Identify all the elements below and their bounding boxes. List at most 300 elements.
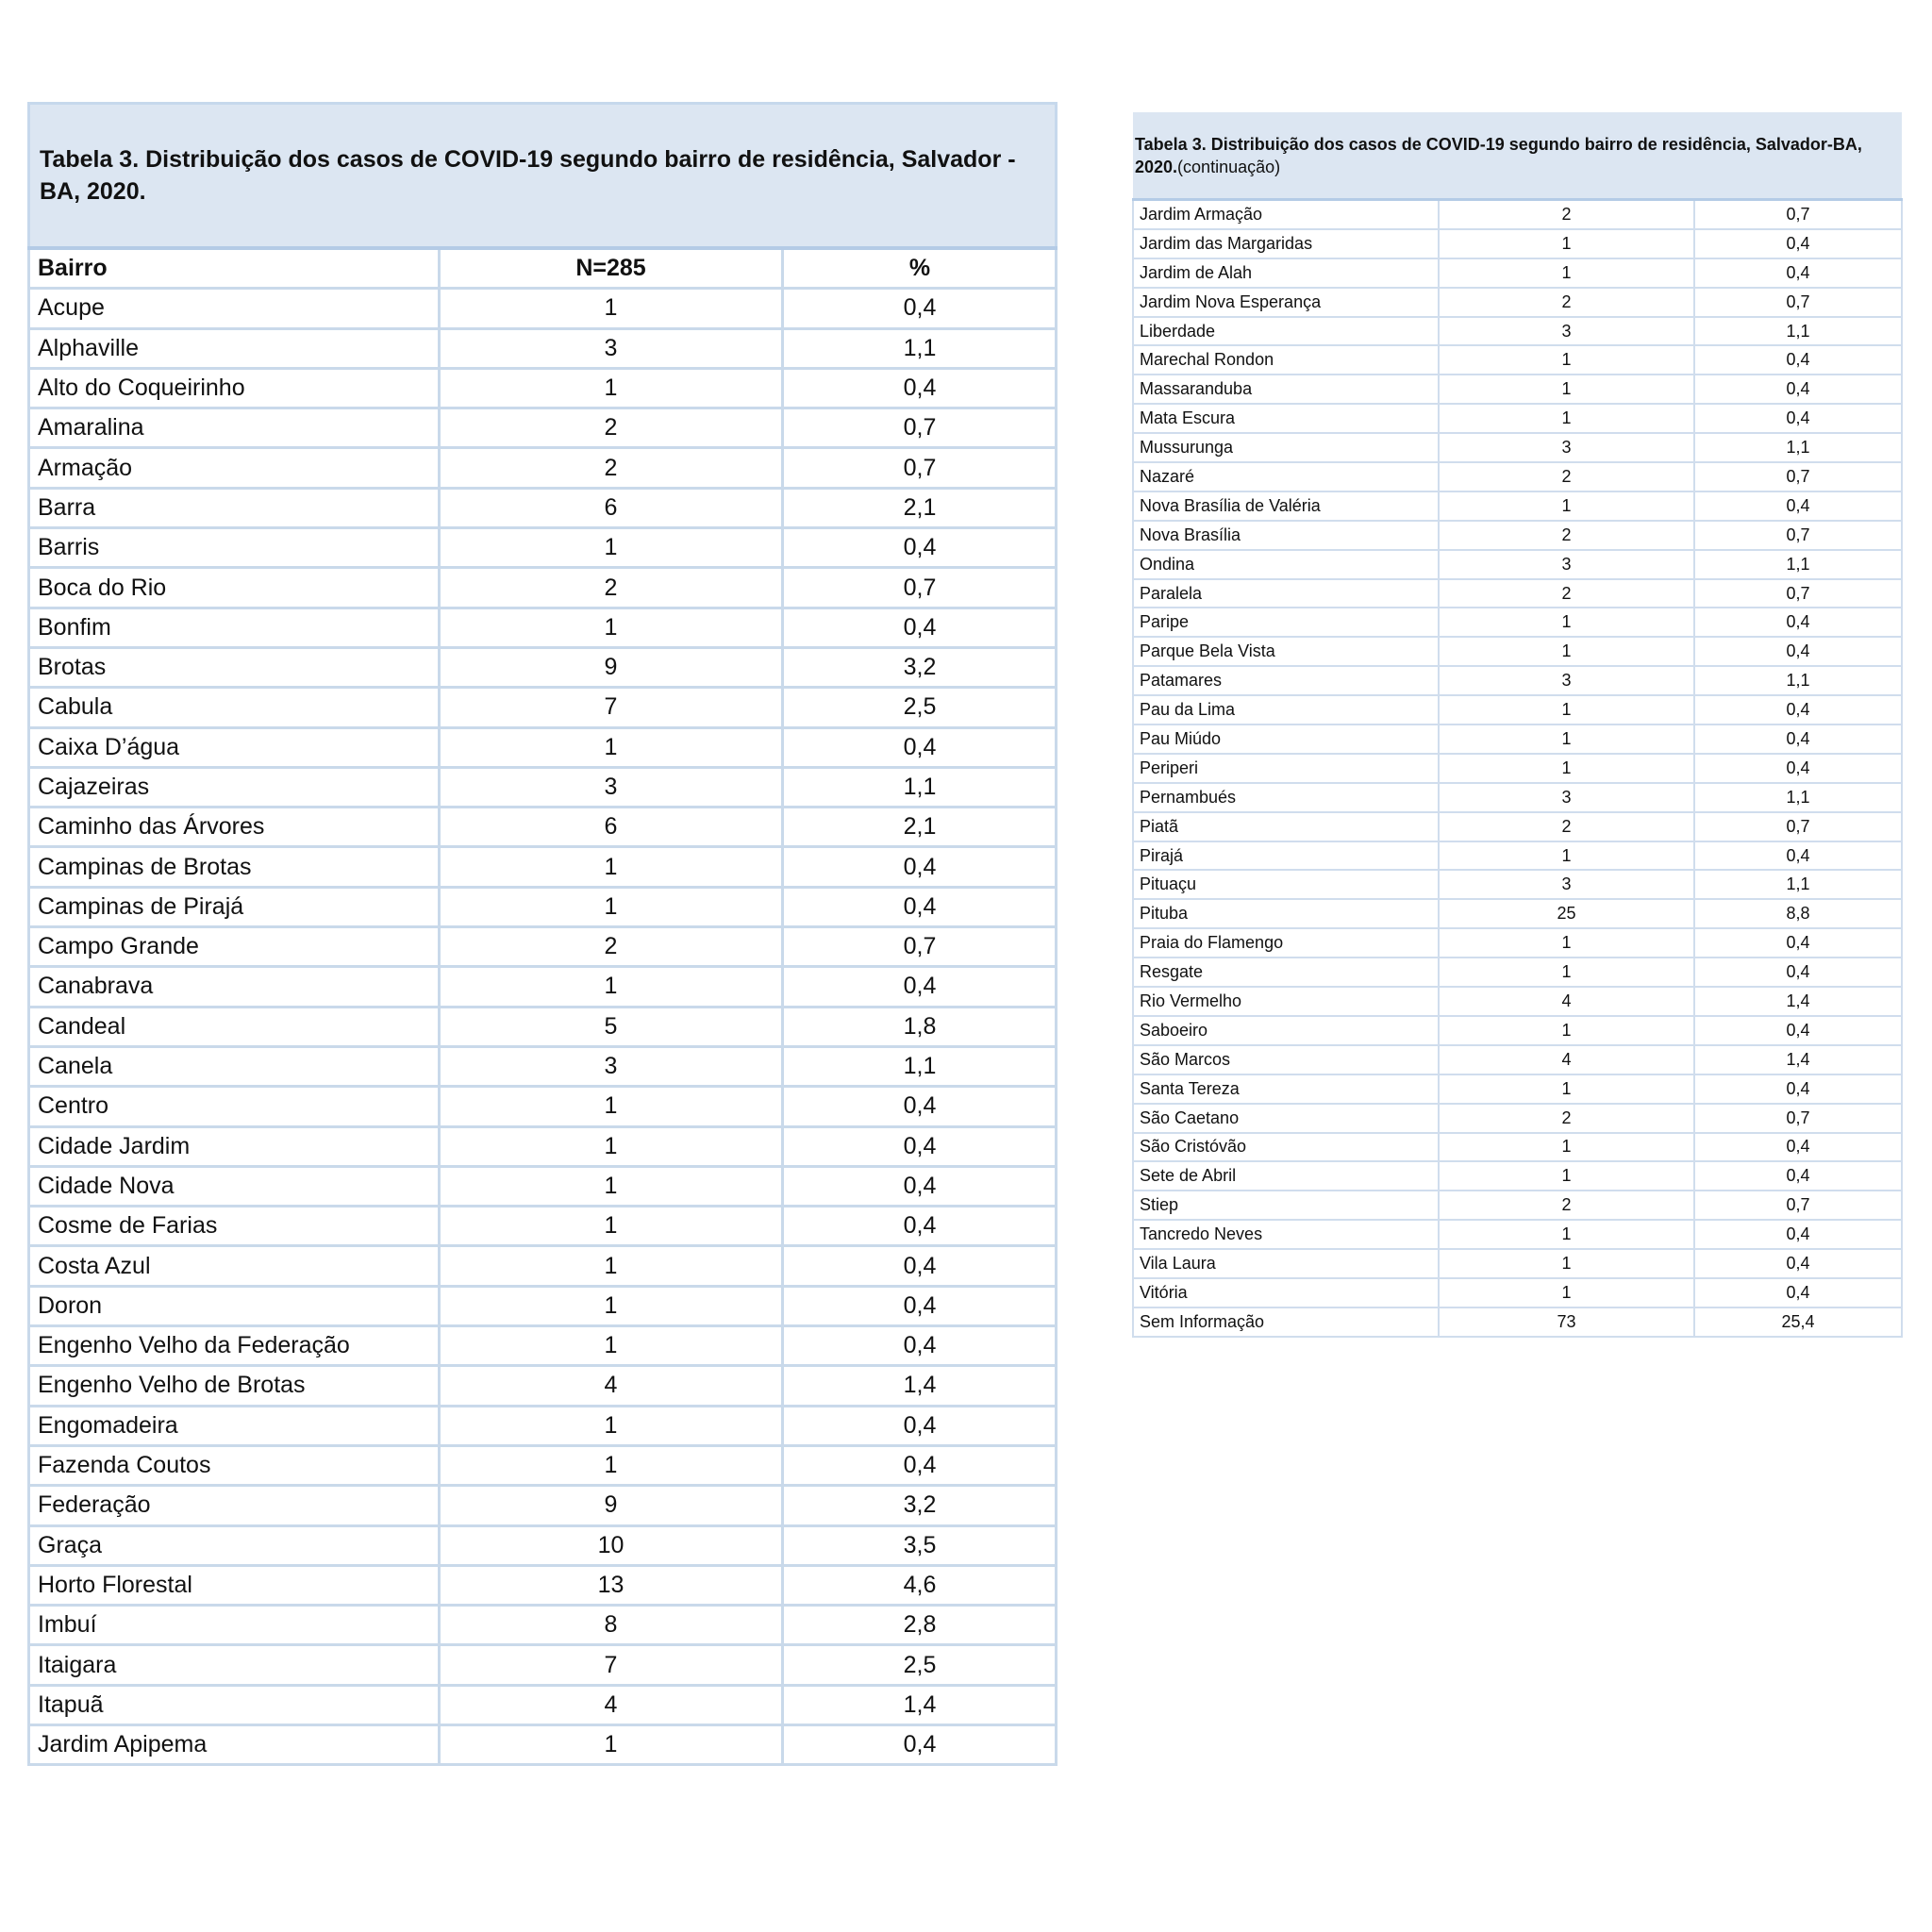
cell-bairro: Imbuí: [29, 1606, 440, 1645]
table-row: [1133, 1104, 1902, 1133]
cell-percent: 0,4: [783, 1246, 1057, 1286]
table-row: [1133, 1191, 1902, 1220]
cell-percent: 0,4: [1694, 375, 1902, 404]
cell-percent: 2,1: [783, 488, 1057, 527]
cell-count: 1: [440, 1207, 783, 1246]
cell-percent: 2,1: [783, 808, 1057, 847]
cell-count: 1: [440, 1286, 783, 1325]
cell-percent: 1,1: [1694, 870, 1902, 899]
cell-bairro: Campinas de Brotas: [29, 847, 440, 887]
cell-bairro: Nazaré: [1133, 462, 1439, 491]
cell-percent: 1,1: [1694, 550, 1902, 579]
cell-count: 3: [1439, 870, 1694, 899]
table-row: [29, 328, 1057, 368]
cell-count: 25: [1439, 899, 1694, 928]
table-row: [1133, 288, 1902, 317]
cell-count: 1: [1439, 1133, 1694, 1162]
cell-bairro: Mussurunga: [1133, 433, 1439, 462]
cell-count: 2: [1439, 200, 1694, 229]
table-row: [29, 1685, 1057, 1724]
cell-percent: 1,1: [1694, 433, 1902, 462]
cell-count: 13: [440, 1565, 783, 1605]
cell-count: 2: [1439, 521, 1694, 550]
table-caption-continuation: [1133, 112, 1902, 200]
cell-bairro: Barra: [29, 488, 440, 527]
cell-bairro: Massaranduba: [1133, 375, 1439, 404]
cell-percent: 0,4: [1694, 1074, 1902, 1104]
cell-count: 9: [440, 647, 783, 687]
cell-count: 1: [440, 887, 783, 926]
table-row: [29, 1166, 1057, 1206]
cell-bairro: Cosme de Farias: [29, 1207, 440, 1246]
table-row: [29, 1087, 1057, 1126]
cell-bairro: Pau da Lima: [1133, 695, 1439, 724]
cell-count: 6: [440, 488, 783, 527]
cell-percent: 1,1: [783, 1046, 1057, 1086]
table-row: [1133, 899, 1902, 928]
table-row: [1133, 666, 1902, 695]
cell-count: 1: [1439, 1074, 1694, 1104]
cell-count: 1: [440, 1326, 783, 1366]
cell-bairro: Pituba: [1133, 899, 1439, 928]
cell-percent: 0,4: [783, 727, 1057, 767]
cell-count: 2: [440, 408, 783, 448]
cell-percent: 1,4: [783, 1366, 1057, 1406]
cell-count: 4: [1439, 1045, 1694, 1074]
cell-percent: 0,4: [1694, 637, 1902, 666]
cell-percent: 0,4: [1694, 1161, 1902, 1191]
table-row: [29, 289, 1057, 328]
cell-percent: 0,4: [1694, 1249, 1902, 1278]
cell-percent: 0,4: [783, 967, 1057, 1007]
cell-percent: 1,8: [783, 1007, 1057, 1046]
cell-percent: 0,4: [783, 1087, 1057, 1126]
table-bairros-part1: [27, 102, 1058, 1766]
cell-bairro: Piatã: [1133, 812, 1439, 841]
table-row: [29, 1645, 1057, 1685]
table-row: [29, 1606, 1057, 1645]
cell-count: 1: [440, 289, 783, 328]
cell-bairro: Cidade Jardim: [29, 1126, 440, 1166]
cell-percent: 0,4: [1694, 404, 1902, 433]
table-row: [1133, 1074, 1902, 1104]
cell-count: 1: [1439, 724, 1694, 754]
cell-percent: 0,7: [783, 927, 1057, 967]
cell-bairro: Fazenda Coutos: [29, 1445, 440, 1485]
table-row: [1133, 258, 1902, 288]
table-row: [1133, 433, 1902, 462]
table-row: [29, 1565, 1057, 1605]
cell-bairro: Itapuã: [29, 1685, 440, 1724]
table-row: [29, 1406, 1057, 1445]
table-row: [1133, 1133, 1902, 1162]
table-row: [1133, 1307, 1902, 1337]
cell-bairro: Paripe: [1133, 608, 1439, 637]
table-row: [1133, 724, 1902, 754]
cell-percent: 0,4: [1694, 695, 1902, 724]
caption-text: Tabela 3. Distribuição dos casos de COVID-19 segundo bairro de residência, Salvador-BA, 2020.: [1135, 134, 1862, 176]
table-row: [1133, 841, 1902, 871]
cell-bairro: Caixa D’água: [29, 727, 440, 767]
cell-percent: 0,4: [783, 1286, 1057, 1325]
cell-bairro: Nova Brasília de Valéria: [1133, 491, 1439, 521]
cell-bairro: Engenho Velho de Brotas: [29, 1366, 440, 1406]
cell-bairro: Brotas: [29, 647, 440, 687]
cell-count: 1: [1439, 958, 1694, 987]
cell-percent: 0,7: [1694, 288, 1902, 317]
cell-bairro: Jardim de Alah: [1133, 258, 1439, 288]
cell-bairro: Centro: [29, 1087, 440, 1126]
cell-count: 1: [1439, 1016, 1694, 1045]
cell-percent: 0,4: [1694, 754, 1902, 783]
cell-percent: 0,4: [1694, 841, 1902, 871]
cell-percent: 0,7: [783, 568, 1057, 608]
cell-percent: 0,4: [1694, 345, 1902, 375]
cell-bairro: Acupe: [29, 289, 440, 328]
cell-count: 2: [1439, 1191, 1694, 1220]
cell-count: 4: [440, 1366, 783, 1406]
cell-percent: 0,4: [783, 847, 1057, 887]
cell-bairro: Vitória: [1133, 1278, 1439, 1307]
table-row: [1133, 608, 1902, 637]
table-row: [1133, 200, 1902, 229]
table-row: [29, 1724, 1057, 1764]
cell-bairro: Patamares: [1133, 666, 1439, 695]
cell-bairro: Ondina: [1133, 550, 1439, 579]
table-row: [1133, 754, 1902, 783]
cell-percent: 0,4: [1694, 491, 1902, 521]
table-row: [1133, 579, 1902, 608]
cell-bairro: São Caetano: [1133, 1104, 1439, 1133]
cell-count: 7: [440, 1645, 783, 1685]
table-row: [1133, 987, 1902, 1016]
cell-bairro: Alphaville: [29, 328, 440, 368]
cell-count: 1: [440, 1126, 783, 1166]
cell-percent: 0,4: [1694, 958, 1902, 987]
cell-percent: 3,2: [783, 647, 1057, 687]
cell-bairro: Cajazeiras: [29, 767, 440, 807]
cell-bairro: Santa Tereza: [1133, 1074, 1439, 1104]
cell-count: 1: [440, 1246, 783, 1286]
cell-count: 2: [440, 568, 783, 608]
cell-count: 3: [1439, 666, 1694, 695]
cell-count: 1: [1439, 841, 1694, 871]
cell-count: 1: [1439, 375, 1694, 404]
cell-bairro: Mata Escura: [1133, 404, 1439, 433]
cell-percent: 2,5: [783, 1645, 1057, 1685]
cell-percent: 0,7: [1694, 579, 1902, 608]
cell-bairro: Jardim das Margaridas: [1133, 229, 1439, 258]
table-row: [29, 1046, 1057, 1086]
cell-bairro: Campo Grande: [29, 927, 440, 967]
cell-bairro: Boca do Rio: [29, 568, 440, 608]
cell-bairro: Amaralina: [29, 408, 440, 448]
table-row: [29, 568, 1057, 608]
cell-percent: 0,4: [783, 887, 1057, 926]
table-row: [1133, 1249, 1902, 1278]
cell-count: 1: [1439, 491, 1694, 521]
cell-count: 1: [1439, 404, 1694, 433]
cell-bairro: Jardim Armação: [1133, 200, 1439, 229]
table-caption-row: [29, 104, 1057, 249]
cell-bairro: Campinas de Pirajá: [29, 887, 440, 926]
cell-bairro: Periperi: [1133, 754, 1439, 783]
cell-bairro: Horto Florestal: [29, 1565, 440, 1605]
cell-bairro: Pau Miúdo: [1133, 724, 1439, 754]
table-row: [1133, 317, 1902, 346]
table-row: [29, 927, 1057, 967]
cell-count: 3: [1439, 550, 1694, 579]
cell-bairro: Pirajá: [1133, 841, 1439, 871]
cell-percent: 0,4: [1694, 1278, 1902, 1307]
cell-bairro: Canabrava: [29, 967, 440, 1007]
cell-percent: 1,1: [1694, 783, 1902, 812]
table-row: [29, 1525, 1057, 1565]
cell-percent: 0,4: [783, 1445, 1057, 1485]
cell-bairro: Paralela: [1133, 579, 1439, 608]
cell-bairro: Marechal Rondon: [1133, 345, 1439, 375]
cell-percent: 0,4: [783, 1166, 1057, 1206]
cell-percent: 0,7: [1694, 462, 1902, 491]
cell-count: 1: [1439, 754, 1694, 783]
cell-bairro: Jardim Nova Esperança: [1133, 288, 1439, 317]
cell-percent: 0,7: [1694, 812, 1902, 841]
cell-count: 1: [1439, 1249, 1694, 1278]
cell-count: 1: [440, 608, 783, 647]
table-row: [29, 647, 1057, 687]
table-header-row: [29, 248, 1057, 289]
cell-percent: 0,4: [783, 1126, 1057, 1166]
cell-count: 2: [1439, 462, 1694, 491]
table-row: [1133, 1045, 1902, 1074]
table-row: [29, 1366, 1057, 1406]
table-row: [1133, 637, 1902, 666]
cell-count: 73: [1439, 1307, 1694, 1337]
cell-count: 3: [1439, 783, 1694, 812]
table-row: [29, 688, 1057, 727]
cell-count: 1: [440, 528, 783, 568]
header-bairro: Bairro: [29, 248, 440, 289]
cell-count: 9: [440, 1486, 783, 1525]
header-percent: %: [783, 248, 1057, 289]
table-row: [1133, 870, 1902, 899]
table-row: [1133, 928, 1902, 958]
cell-percent: 0,4: [1694, 1016, 1902, 1045]
caption-continuation-label: (continuação): [1177, 157, 1281, 176]
cell-count: 8: [440, 1606, 783, 1645]
cell-percent: 0,7: [783, 408, 1057, 448]
table-row: [29, 1445, 1057, 1485]
table-row: [29, 1246, 1057, 1286]
cell-count: 3: [1439, 317, 1694, 346]
cell-percent: 8,8: [1694, 899, 1902, 928]
cell-percent: 0,4: [783, 608, 1057, 647]
cell-count: 1: [1439, 345, 1694, 375]
cell-percent: 1,4: [1694, 1045, 1902, 1074]
cell-bairro: Jardim Apipema: [29, 1724, 440, 1764]
cell-percent: 2,5: [783, 688, 1057, 727]
cell-bairro: Alto do Coqueirinho: [29, 368, 440, 408]
cell-bairro: Itaigara: [29, 1645, 440, 1685]
cell-count: 1: [1439, 229, 1694, 258]
cell-percent: 0,4: [1694, 229, 1902, 258]
cell-percent: 0,4: [1694, 608, 1902, 637]
cell-count: 1: [1439, 637, 1694, 666]
cell-percent: 0,4: [1694, 1133, 1902, 1162]
table-row: [1133, 375, 1902, 404]
cell-count: 5: [440, 1007, 783, 1046]
cell-bairro: Federação: [29, 1486, 440, 1525]
cell-percent: 0,7: [1694, 1191, 1902, 1220]
cell-percent: 0,4: [783, 528, 1057, 568]
cell-percent: 3,2: [783, 1486, 1057, 1525]
cell-percent: 0,4: [783, 1724, 1057, 1764]
cell-bairro: Liberdade: [1133, 317, 1439, 346]
table-row: [1133, 404, 1902, 433]
table-row: [29, 448, 1057, 488]
cell-bairro: São Cristóvão: [1133, 1133, 1439, 1162]
cell-count: 1: [1439, 695, 1694, 724]
cell-percent: 1,4: [783, 1685, 1057, 1724]
cell-bairro: Candeal: [29, 1007, 440, 1046]
cell-bairro: Cidade Nova: [29, 1166, 440, 1206]
cell-count: 1: [440, 1724, 783, 1764]
cell-percent: 0,4: [1694, 928, 1902, 958]
table-caption-row: [1133, 112, 1902, 200]
header-n: N=285: [440, 248, 783, 289]
table-row: [29, 488, 1057, 527]
cell-percent: 0,4: [1694, 724, 1902, 754]
cell-bairro: Armação: [29, 448, 440, 488]
table-row: [1133, 345, 1902, 375]
cell-count: 1: [1439, 1220, 1694, 1249]
cell-bairro: São Marcos: [1133, 1045, 1439, 1074]
cell-percent: 1,4: [1694, 987, 1902, 1016]
cell-count: 1: [1439, 928, 1694, 958]
cell-count: 3: [440, 1046, 783, 1086]
cell-count: 3: [440, 767, 783, 807]
cell-percent: 0,7: [1694, 200, 1902, 229]
cell-bairro: Parque Bela Vista: [1133, 637, 1439, 666]
table-row: [1133, 462, 1902, 491]
cell-count: 2: [1439, 812, 1694, 841]
cell-percent: 0,4: [783, 1406, 1057, 1445]
cell-percent: 2,8: [783, 1606, 1057, 1645]
cell-count: 2: [1439, 579, 1694, 608]
table-caption: Tabela 3. Distribuição dos casos de COVID-19 segundo bairro de residência, Salvador - BA, 2020.: [29, 104, 1057, 249]
cell-percent: 1,1: [1694, 317, 1902, 346]
cell-bairro: Engenho Velho da Federação: [29, 1326, 440, 1366]
cell-percent: 0,4: [783, 289, 1057, 328]
cell-count: 2: [1439, 288, 1694, 317]
table-row: [29, 767, 1057, 807]
cell-bairro: Nova Brasília: [1133, 521, 1439, 550]
cell-percent: 0,7: [1694, 521, 1902, 550]
table-row: [29, 608, 1057, 647]
cell-bairro: Costa Azul: [29, 1246, 440, 1286]
cell-count: 1: [440, 847, 783, 887]
cell-count: 10: [440, 1525, 783, 1565]
cell-count: 1: [440, 1087, 783, 1126]
cell-bairro: Engomadeira: [29, 1406, 440, 1445]
cell-bairro: Sete de Abril: [1133, 1161, 1439, 1191]
table-row: [1133, 783, 1902, 812]
cell-bairro: Praia do Flamengo: [1133, 928, 1439, 958]
cell-percent: 4,6: [783, 1565, 1057, 1605]
cell-bairro: Bonfim: [29, 608, 440, 647]
cell-bairro: Tancredo Neves: [1133, 1220, 1439, 1249]
table-row: [29, 727, 1057, 767]
cell-bairro: Sem Informação: [1133, 1307, 1439, 1337]
cell-count: 1: [1439, 1161, 1694, 1191]
cell-percent: 0,7: [1694, 1104, 1902, 1133]
table-row: [29, 1486, 1057, 1525]
cell-bairro: Doron: [29, 1286, 440, 1325]
cell-percent: 0,4: [783, 368, 1057, 408]
cell-percent: 0,7: [783, 448, 1057, 488]
cell-count: 4: [440, 1685, 783, 1724]
table-row: [29, 528, 1057, 568]
cell-bairro: Cabula: [29, 688, 440, 727]
table-row: [1133, 958, 1902, 987]
table-row: [29, 408, 1057, 448]
cell-count: 1: [440, 967, 783, 1007]
table-row: [29, 847, 1057, 887]
cell-count: 1: [1439, 258, 1694, 288]
cell-count: 6: [440, 808, 783, 847]
cell-percent: 0,4: [783, 1207, 1057, 1246]
cell-count: 2: [1439, 1104, 1694, 1133]
cell-count: 1: [440, 1166, 783, 1206]
cell-percent: 3,5: [783, 1525, 1057, 1565]
table-row: [29, 1326, 1057, 1366]
cell-bairro: Caminho das Árvores: [29, 808, 440, 847]
cell-bairro: Saboeiro: [1133, 1016, 1439, 1045]
cell-bairro: Graça: [29, 1525, 440, 1565]
table-row: [1133, 1220, 1902, 1249]
cell-count: 1: [440, 727, 783, 767]
table-row: [1133, 491, 1902, 521]
cell-percent: 0,4: [1694, 258, 1902, 288]
cell-bairro: Pituaçu: [1133, 870, 1439, 899]
table-row: [29, 967, 1057, 1007]
table-row: [29, 368, 1057, 408]
cell-percent: 1,1: [783, 767, 1057, 807]
cell-percent: 1,1: [1694, 666, 1902, 695]
cell-bairro: Vila Laura: [1133, 1249, 1439, 1278]
table-row: [1133, 1016, 1902, 1045]
table-row: [1133, 1278, 1902, 1307]
table-row: [29, 1007, 1057, 1046]
cell-count: 1: [440, 368, 783, 408]
table-row: [1133, 550, 1902, 579]
cell-bairro: Canela: [29, 1046, 440, 1086]
cell-count: 1: [1439, 608, 1694, 637]
cell-count: 2: [440, 927, 783, 967]
cell-count: 3: [1439, 433, 1694, 462]
cell-count: 1: [1439, 1278, 1694, 1307]
table-row: [1133, 521, 1902, 550]
cell-bairro: Pernambués: [1133, 783, 1439, 812]
cell-percent: 1,1: [783, 328, 1057, 368]
cell-count: 1: [440, 1445, 783, 1485]
table-row: [29, 808, 1057, 847]
cell-count: 3: [440, 328, 783, 368]
cell-count: 1: [440, 1406, 783, 1445]
table-row: [29, 1126, 1057, 1166]
table-row: [29, 1207, 1057, 1246]
table-row: [29, 1286, 1057, 1325]
